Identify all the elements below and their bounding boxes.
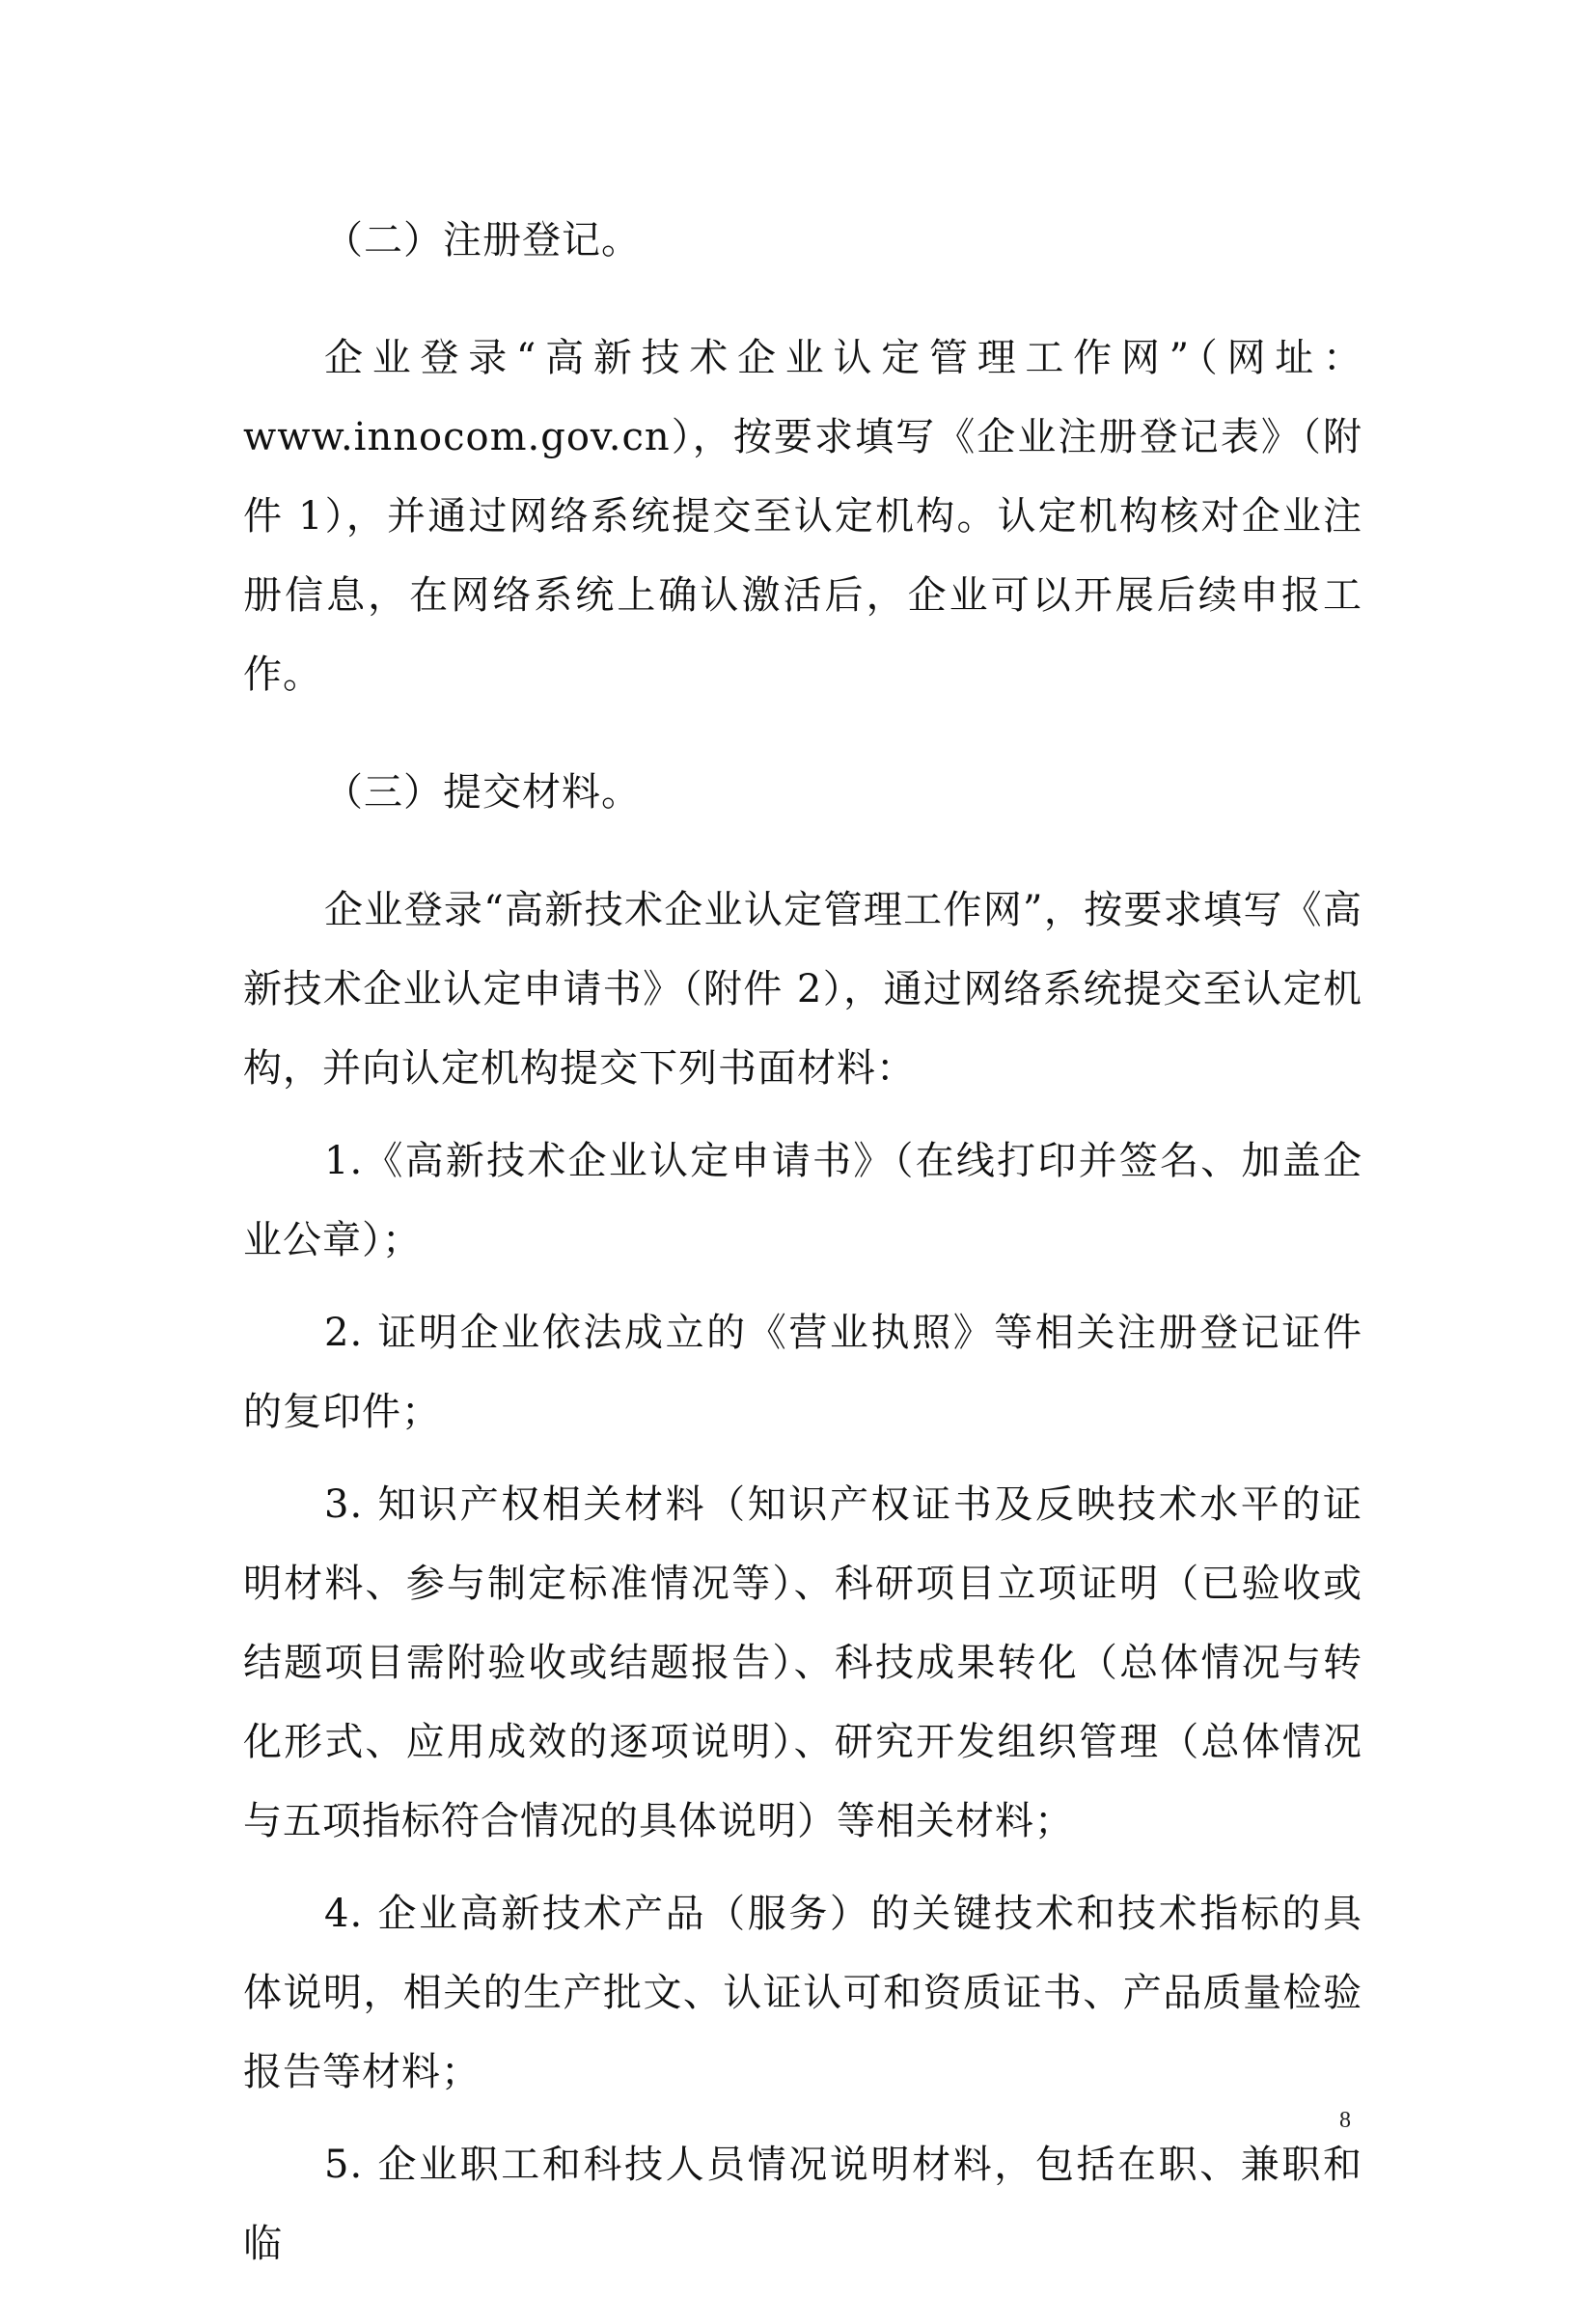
list-item: 1.《高新技术企业认定申请书》（在线打印并签名、加盖企业公章）； <box>243 1139 1362 1262</box>
list-item: 5. 企业职工和科技人员情况说明材料，包括在职、兼职和临 <box>243 2143 1362 2266</box>
registration-paragraph: 企业登录“高新技术企业认定管理工作网”（网址：www.innocom.gov.cn），按要求填写《企业注册登记表》（附件 1），并通过网络系统提交至认定机构。认定机构核对企业注册信息，在网络系统上确认激活后，企业可以开展后续申报工作。 <box>243 336 1362 697</box>
document-body <box>243 201 1362 2297</box>
list-item: 4. 企业高新技术产品（服务）的关键技术和技术指标的具体说明，相关的生产批文、认证认可和资质证书、产品质量检验报告等材料； <box>243 1892 1362 2094</box>
section-heading-registration: （二）注册登记。 <box>324 218 641 263</box>
submission-intro-paragraph: 企业登录“高新技术企业认定管理工作网”，按要求填写《高新技术企业认定申请书》（附件 2），通过网络系统提交至认定机构，并向认定机构提交下列书面材料： <box>243 888 1362 1091</box>
section-heading-submission: （三）提交材料。 <box>324 770 641 815</box>
list-item: 2. 证明企业依法成立的《营业执照》等相关注册登记证件的复印件； <box>243 1311 1362 1434</box>
page-number: 8 <box>1339 2108 1351 2133</box>
list-item: 3. 知识产权相关材料（知识产权证书及反映技术水平的证明材料、参与制定标准情况等）、科研项目立项证明（已验收或结题项目需附验收或结题报告）、科技成果转化（总体情况与转化形式、应用成效的逐项说明）、研究开发组织管理（总体情况与五项指标符合情况的具体说明）等相关材料； <box>243 1482 1362 1843</box>
